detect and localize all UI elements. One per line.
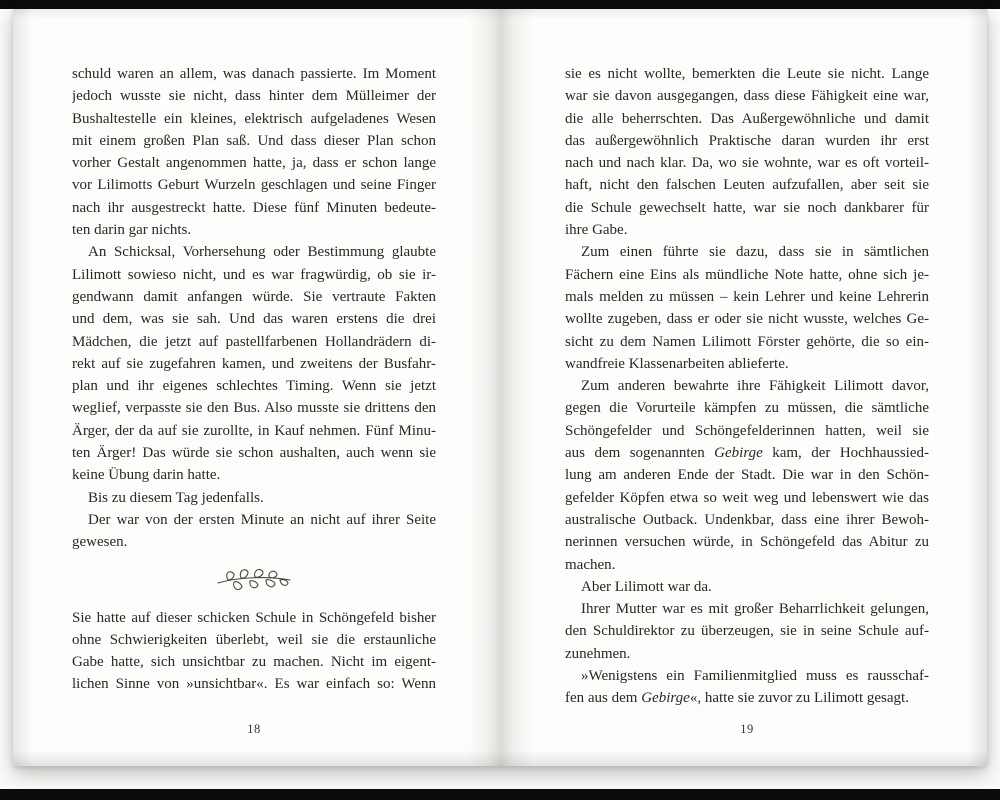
text-line: lung am anderen Ende der Stadt. Die war in den Schön- <box>565 467 929 484</box>
text-line: Ärger, der da auf sie zurollte, in Kauf nehmen. Fünf Minu- <box>72 422 436 439</box>
text-line: mals melden zu müssen – kein Lehrer und keine Lehrerin <box>565 288 929 305</box>
text-line: Zum anderen bewahrte ihre Fähigkeit Lilimott davor, <box>581 378 929 395</box>
text-line: Fächern eine Eins als mündliche Note hatte, ohne sich je- <box>565 266 929 283</box>
text-line: gendwann damit anfangen würde. Sie vertraute Fakten <box>72 288 436 305</box>
text-line: machen. <box>565 556 616 573</box>
screen-edge-bar-bottom <box>0 789 1000 800</box>
text-line: nach ihr ausgestreckt hatte. Diese fünf Minuten bedeute- <box>72 199 436 216</box>
text-line: sicht zu dem Namen Lilimott Förster gehörte, die so ein- <box>565 333 929 350</box>
text-line: keine Übung darin hatte. <box>72 467 221 484</box>
screen-edge-bar-top <box>0 0 1000 9</box>
text-line: Lilimott sowieso nicht, und es war fragwürdig, ob sie ir- <box>72 266 436 283</box>
text-line: lichen Sinne von »unsichtbar«. Es war einfach so: Wenn <box>72 676 436 693</box>
leaf-branch-icon <box>214 566 294 594</box>
text-line: sie es nicht wollte, bemerkten die Leute sie nicht. Lange <box>565 66 929 82</box>
page-top-shadow <box>13 9 987 19</box>
text-line: rekt auf sie zugefahren kamen, und zweitens der Busfahr- <box>72 355 436 372</box>
text-line: Aber Lilimott war da. <box>581 578 712 595</box>
text-line: Mädchen, die jetzt auf pastellfarbenen Hollandrädern di- <box>72 333 436 350</box>
book-gutter-shadow <box>468 9 534 766</box>
text-line: Der war von der ersten Minute an nicht auf ihrer Seite <box>88 511 436 528</box>
text-line: ihre Gabe. <box>565 222 628 239</box>
text-line: die alle beherrschten. Das Außergewöhnliche und damit <box>565 110 929 127</box>
text-line: Ihrer Mutter war es mit großer Beharrlichkeit gelungen, <box>581 601 929 618</box>
text-line: wandfreie Klassenarbeiten ablieferte. <box>565 355 789 372</box>
text-line: australische Outback. Undenkbar, dass eine ihrer Bewoh- <box>565 511 929 528</box>
text-line: haft, nicht den falschen Leuten aufzufallen, aber seit sie <box>565 177 929 194</box>
text-line: Sie hatte auf dieser schicken Schule in Schöngefeld bisher <box>72 609 436 626</box>
text-line: ten darin gar nichts. <box>72 222 192 239</box>
page-text-right <box>565 63 929 710</box>
text-line: ten Ärger! Das würde sie schon aushalten, auch wenn sie <box>72 445 436 462</box>
text-line: nach und nach klar. Da, wo sie wohnte, war es oft vorteil- <box>565 155 929 172</box>
text-line: gegen die Vorurteile kämpfen zu müssen, die sämtliche <box>565 400 929 417</box>
page-edge-shadow-left <box>13 9 33 766</box>
text-line: fen aus dem Gebirge«, hatte sie zuvor zu Lilimott gesagt. <box>565 690 909 707</box>
text-line: Gabe hatte, sich unsichtbar zu machen. Nicht im eigent- <box>72 654 436 671</box>
text-line: das außergewöhnlich Praktische daran wurden ihr erst <box>565 132 929 149</box>
text-line: aus dem sogenannten Gebirge kam, der Hochhaussied- <box>565 445 929 462</box>
text-line: vorher Gestalt angenommen hatte, ja, dass er schon lange <box>72 155 436 172</box>
text-line: weglief, verpasste sie den Bus. Also musste sie drittens den <box>72 400 436 417</box>
page-edge-shadow-right <box>967 9 987 766</box>
text-line: An Schicksal, Vorhersehung oder Bestimmung glaubte <box>88 244 436 261</box>
text-line: gewesen. <box>72 534 128 551</box>
page-bottom-shadow <box>13 750 987 766</box>
text-line: zunehmen. <box>565 645 631 662</box>
text-line: Schöngefelder und Schöngefelderinnen hatten, weil sie <box>565 422 929 439</box>
text-line: jedoch wusste sie nicht, dass hinter dem Mülleimer der <box>72 88 436 105</box>
text-line: plan und ihr eigenes schlechtes Timing. Wenn sie jetzt <box>72 378 436 395</box>
text-line: schuld waren an allem, was danach passierte. Im Moment <box>72 66 436 82</box>
text-line: wollte zugeben, dass er oder sie nicht wusste, welches Ge- <box>565 311 929 328</box>
text-line: ohne Schwierigkeiten überlebt, weil sie die erstaunliche <box>72 631 436 648</box>
page-text-left <box>72 63 436 696</box>
text-line: und dem, was sie sah. Und das waren erstens die drei <box>72 311 436 328</box>
book-spread <box>13 9 987 766</box>
text-line: nerinnen versuchen würde, in Schöngefeld das Abitur zu <box>565 534 929 551</box>
text-line: den Schuldirektor zu überzeugen, sie in seine Schule auf- <box>565 623 929 640</box>
text-line: war sie davon ausgegangen, dass diese Fähigkeit eine war, <box>565 88 929 105</box>
text-line: »Wenigstens ein Familienmitglied muss es rausschaf- <box>581 668 929 685</box>
text-line: Zum einen führte sie dazu, dass sie in sämtlichen <box>581 244 929 261</box>
text-line: Bushaltestelle ein kleines, elektrisch aufgeladenes Wesen <box>72 110 436 127</box>
text-line: mit einem großen Plan saß. Und dass dieser Plan schon <box>72 132 436 149</box>
text-line: vor Lilimotts Geburt Wurzeln geschlagen und seine Finger <box>72 177 436 194</box>
page-number-left: 18 <box>247 722 261 736</box>
section-divider-ornament <box>72 566 436 596</box>
page-number-right: 19 <box>740 722 754 736</box>
text-line: die Schule gewechselt hatte, war sie noch dankbarer für <box>565 199 929 216</box>
text-line: Bis zu diesem Tag jedenfalls. <box>88 489 264 506</box>
text-line: gefelder Köpfen etwa so weit weg und lebenswert wie das <box>565 489 929 506</box>
